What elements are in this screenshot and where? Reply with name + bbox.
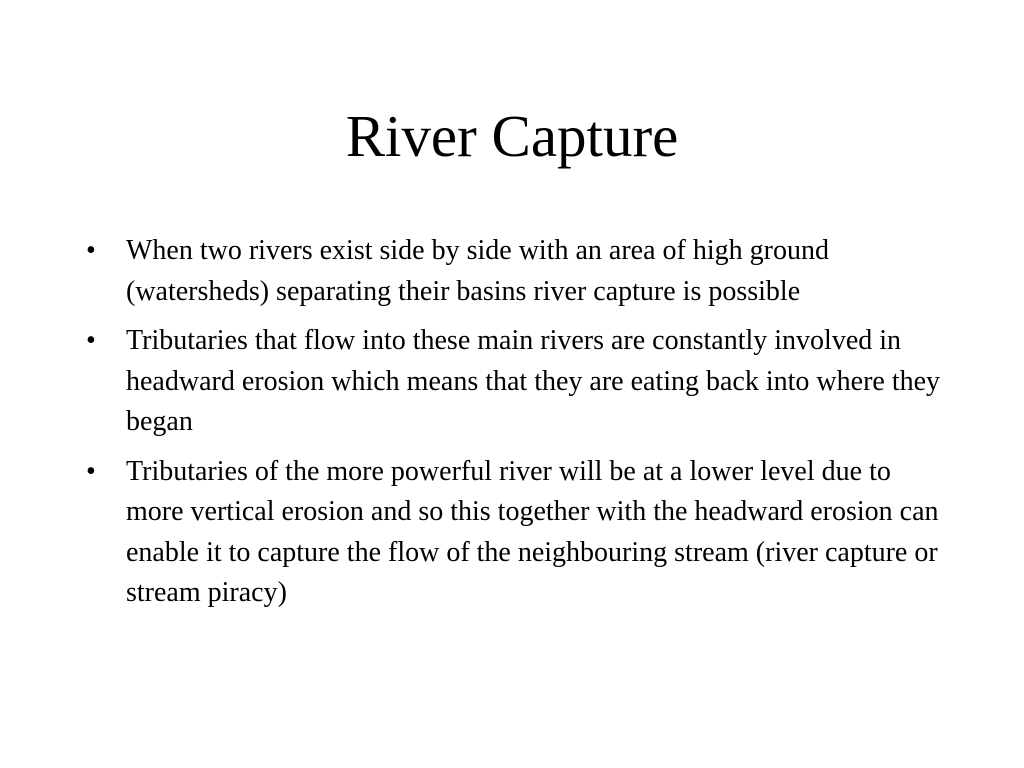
bullet-list <box>84 231 954 623</box>
bullet-icon: • <box>86 325 96 356</box>
bullet-item <box>84 231 954 312</box>
slide-title: River Capture <box>345 103 679 169</box>
bullet-item <box>84 321 954 443</box>
bullet-icon: • <box>86 235 96 266</box>
bullet-item <box>84 452 954 614</box>
bullet-text: Tributaries of the more powerful river will be at a lower level due to more vertical erosion and so this together with the headward erosion can enable it to capture the flow of the neighbouring stream (river capture or stream piracy) <box>126 455 939 608</box>
bullet-icon: • <box>86 455 96 487</box>
bullet-text: Tributaries that flow into these main rivers are constantly involved in headward erosion which means that they are eating back into where they began <box>126 325 941 437</box>
bullet-text: When two rivers exist side by side with an area of high ground (watersheds) separating their basins river capture is possible <box>126 235 829 307</box>
